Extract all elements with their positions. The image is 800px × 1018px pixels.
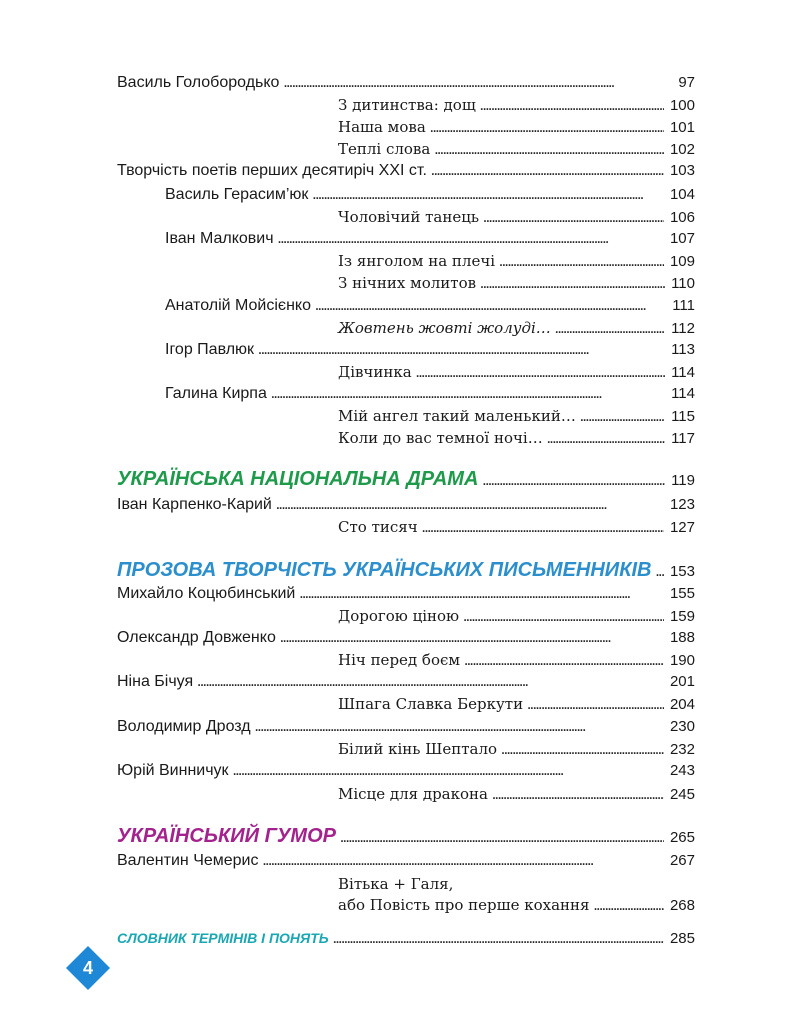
entry-page: 114 [671,364,695,381]
entry-title: Анатолій Мойсієнко [165,297,311,314]
entry-title: Жовтень жовті жолуді… [338,319,551,337]
entry-title: З дитинства: дощ [338,96,476,114]
leader-dots [312,186,664,204]
entry-page: 245 [669,786,695,803]
toc-entry-author[interactable] [165,341,695,359]
entry-page: 101 [669,119,695,136]
toc-section-drama[interactable] [117,468,695,491]
section-title: СЛОВНИК ТЕРМІНІВ І ПОНЯТЬ [117,930,329,946]
entry-title: Теплі слова [338,140,431,158]
entry-title-line1: Вітька + Галя, [338,875,454,893]
toc-entry-work[interactable] [338,118,695,137]
entry-page: 285 [669,930,695,947]
leader-dots [430,119,664,137]
toc-entry-work[interactable] [338,785,695,804]
section-title: УКРАЇНСЬКИЙ ГУМОР [117,825,336,847]
leader-dots [416,364,665,382]
entry-page: 104 [669,186,695,203]
page-number: 4 [82,957,93,978]
entry-page: 114 [671,385,695,402]
entry-title: Ігор Павлюк [165,341,255,358]
entry-page: 113 [671,341,695,358]
entry-title: Із янголом на плечі [338,252,496,270]
entry-title: Ніч перед боєм [338,651,461,669]
entry-title: Дівчинка [338,363,412,381]
section-title: ПРОЗОВА ТВОРЧІСТЬ УКРАЇНСЬКИХ ПИСЬМЕННИКІВ [117,559,652,581]
section-title: УКРАЇНСЬКА НАЦІОНАЛЬНА ДРАМА [117,468,479,490]
leader-dots [258,341,665,359]
leader-dots [482,472,665,490]
toc-entry-work[interactable] [338,319,695,338]
entry-page: 112 [671,320,695,337]
toc-entry-author[interactable] [165,385,695,403]
entry-page: 153 [669,563,695,580]
toc-entry-author[interactable] [117,762,695,780]
entry-page: 123 [669,496,695,513]
entry-title: Дорогою ціною [338,607,460,625]
leader-dots [197,673,664,691]
entry-page: 102 [669,141,695,158]
entry-page: 201 [669,673,695,690]
entry-page: 97 [678,74,695,91]
toc-entry-author[interactable] [117,673,695,691]
entry-title: Наша мова [338,118,426,136]
leader-dots [276,496,664,514]
entry-page: 107 [669,230,695,247]
leader-dots [547,430,665,448]
leader-dots [299,585,664,603]
toc-entry-author[interactable] [117,629,695,647]
toc-entry-author[interactable] [117,496,695,514]
entry-page: 100 [669,97,695,114]
leader-dots [255,718,664,736]
leader-dots [480,275,665,293]
entry-title: Коли до вас темної ночі… [338,429,543,447]
toc-entry-work[interactable] [338,140,695,159]
leader-dots [492,786,664,804]
entry-page: 159 [669,608,695,625]
entry-page: 115 [671,408,695,425]
toc-entry-work[interactable] [338,896,695,915]
leader-dots [527,696,664,714]
entry-title: Сто тисяч [338,518,418,536]
entry-page: 106 [669,209,695,226]
leader-dots [233,762,664,780]
leader-dots [655,563,663,581]
entry-title: Ніна Бічуя [117,673,194,690]
toc-entry-work[interactable] [338,96,695,115]
toc-entry-work[interactable] [338,407,695,426]
toc-entry-work[interactable] [338,208,695,227]
entry-title: Іван Малкович [165,230,274,247]
leader-dots [280,629,664,647]
entry-title: Володимир Дрозд [117,718,251,735]
entry-page: 117 [671,430,695,447]
entry-page: 204 [669,696,695,713]
entry-page: 127 [669,519,695,536]
leader-dots [422,519,664,537]
entry-page: 265 [669,829,695,846]
entry-title: Чоловічий танець [338,208,480,226]
leader-dots [434,141,664,159]
toc-section-glossary[interactable] [117,930,695,948]
leader-dots [283,74,672,92]
toc-entry-work[interactable] [338,274,695,293]
entry-page: 243 [669,762,695,779]
entry-title: Мій ангел такий маленький… [338,407,576,425]
entry-page: 109 [669,253,695,270]
entry-title: З нічних молитов [338,274,477,292]
leader-dots [463,608,664,626]
entry-page: 111 [672,297,695,314]
toc-entry-work[interactable] [338,607,695,626]
toc-entry-work[interactable] [338,518,695,537]
leader-dots [499,253,664,271]
toc-entry-author[interactable] [117,852,695,870]
leader-dots [271,385,665,403]
toc-entry-author[interactable] [165,230,695,248]
toc-section-humor[interactable] [117,825,695,848]
entry-title: Шпага Славка Беркути [338,695,524,713]
toc-entry-author[interactable] [117,585,695,603]
entry-title: Михайло Коцюбинський [117,585,296,602]
toc-entry-work[interactable] [338,429,695,448]
leader-dots [483,209,664,227]
leader-dots [594,897,664,915]
leader-dots [340,829,664,847]
leader-dots [431,162,664,180]
leader-dots [333,930,664,948]
toc-entry-author[interactable] [165,297,695,315]
leader-dots [278,230,664,248]
leader-dots [480,97,664,115]
entry-page: 119 [671,472,695,489]
entry-page: 232 [669,741,695,758]
entry-title: Місце для дракона [338,785,488,803]
leader-dots [501,741,664,759]
entry-page: 188 [669,629,695,646]
toc-entry-work[interactable] [338,695,695,714]
leader-dots [555,320,665,338]
entry-title: Олександр Довженко [117,629,276,646]
entry-title: Білий кінь Шептало [338,740,498,758]
toc-entry-author[interactable] [165,186,695,204]
entry-title: Василь Голобородько [117,74,280,91]
toc-entry-author[interactable] [117,74,695,92]
leader-dots [464,652,664,670]
leader-dots [262,852,663,870]
toc-entry-author[interactable] [117,718,695,736]
toc-entry-subsection[interactable] [117,162,695,180]
entry-page: 230 [669,718,695,735]
toc-entry-work[interactable] [338,651,695,670]
toc-entry-work[interactable] [338,740,695,759]
entry-page: 155 [669,585,695,602]
entry-title: Василь Герасим’юк [165,186,309,203]
entry-page: 103 [669,162,695,179]
entry-page: 190 [669,652,695,669]
entry-title: Валентин Чемерис [117,852,259,869]
toc-entry-work[interactable] [338,252,695,271]
leader-dots [315,297,666,315]
toc-section-prose[interactable] [117,559,695,582]
entry-page: 267 [669,852,695,869]
entry-title: Іван Карпенко-Карий [117,496,272,513]
entry-title: Творчість поетів перших десятиріч XXI ст. [117,162,427,179]
entry-page: 268 [669,897,695,914]
entry-title: Галина Кирпа [165,385,267,402]
toc-entry-work[interactable] [338,363,695,382]
entry-title: Юрій Винничук [117,762,229,779]
leader-dots [580,408,665,426]
entry-page: 110 [671,275,695,292]
entry-title: або Повість про перше кохання [338,896,590,914]
